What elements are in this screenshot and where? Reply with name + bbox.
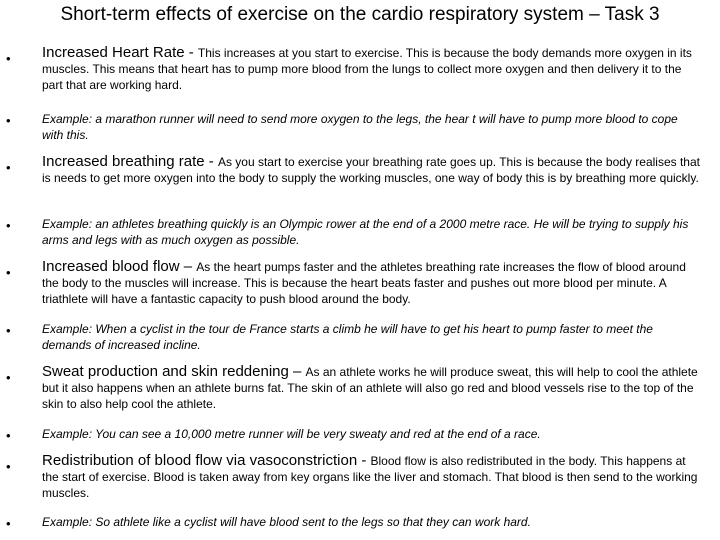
bullet-body: As the heart pumps faster and the athletes breathing rate increases the flow of blood around the body to the muscles will increase. This is because the heart beats faster and pushes out more blood per minute. A triathlete will have a fantastic capacity to push blood around the body. [42,260,686,306]
bullet-marker: • [6,516,11,531]
page-title: Short-term effects of exercise on the cardio respiratory system – Task 3 [60,4,660,25]
bullet-marker: • [6,51,11,66]
bullet-marker: • [6,218,11,233]
bullet-text [42,154,702,186]
example-text: Example: a marathon runner will need to send more oxygen to the legs, the hear t will have to pump more blood to cope with this. [42,112,678,142]
example-text: Example: So athlete like a cyclist will have blood sent to the legs so that they can work hard. [42,515,531,529]
bullet-heading: Increased Heart Rate - [42,44,198,61]
bullet-text [42,364,702,412]
bullet-marker: • [6,265,11,280]
bullet-body: As you start to exercise your breathing rate goes up. This is because the body realises that is needs to get more oxygen into the body to supply the working muscles, one way of body this is by breathing more quickly. [42,155,700,185]
bullet-body: Blood flow is also redistributed in the body. This happens at the start of exercise. Blood is taken away from key organs like the liver and stomach. That blood is then send to the working muscles. [42,454,698,500]
bullet-marker: • [6,459,11,474]
bullet-marker: • [6,160,11,175]
bullet-heading: Increased breathing rate - [42,153,218,170]
bullet-heading: Increased blood flow – [42,258,197,275]
bullet-text [42,259,702,307]
example-text: Example: an athletes breathing quickly is an Olympic rower at the end of a 2000 metre race. He will be trying to supply his arms and legs with as much oxygen as possible. [42,217,689,247]
example-text: Example: When a cyclist in the tour de France starts a climb he will have to get his heart to pump faster to meet the demands of increased incline. [42,322,653,352]
bullet-marker: • [6,113,11,128]
bullet-marker: • [6,370,11,385]
example-text: Example: You can see a 10,000 metre runner will be very sweaty and red at the end of a race. [42,427,541,441]
bullet-marker: • [6,428,11,443]
bullet-body: This increases at you start to exercise. This is because the body demands more oxygen in its muscles. This means that heart has to pump more blood from the lungs to collect more oxygen and then delivery it to the part that are working hard. [42,46,692,92]
bullet-body: As an athlete works he will produce sweat, this will help to cool the athlete but it also happens when an athlete burns fat. The skin of an athlete will also go red and blood vessels rise to the top of the skin to also help cool the athlete. [42,365,698,411]
bullet-heading: Sweat production and skin reddening – [42,363,306,380]
bullet-text [42,45,702,93]
bullet-marker: • [6,323,11,338]
bullet-text [42,453,702,501]
bullet-heading: Redistribution of blood flow via vasoconstriction - [42,452,371,469]
